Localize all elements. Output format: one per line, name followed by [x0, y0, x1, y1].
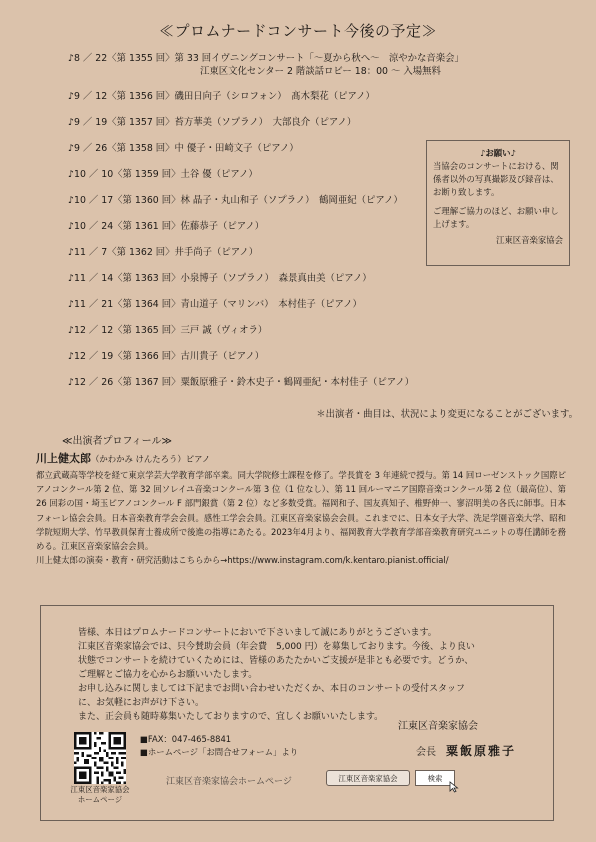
qr-code-icon[interactable]: [74, 732, 126, 784]
bio-text: 都立武蔵高等学校を経て東京学芸大学教育学部卒業。同大学院修士課程を修了。学長賞を 3 年連続で授与。第 14 回ローゼンストック国際ピアノコンクール第 2 位、第 32 回ソレイユ音楽コンクール第 3 位（1 位なし）、第 11 回ルーマニア国際音楽コンクール第 2 位（最高位）、第 26 回彩の国・埼玉ピアノコンクール F 部門銀賞（第 2 位）など多数受賞。福岡和子、国友真知子、椎野伸一、寥沼明美の各氏に師事。日本フォーレ協会会員。日本音楽教育学会会員。感性工学会会員。江東区音楽家協会会員。これまでに、日本女子大学、洗足学園音楽大学、昭和学院短期大学、竹早教員保育士養成所で後進の指導にあたる。2023年4月より、福岡教育大学教育学部音楽教育研究ユニットの専任講師を務める。江東区音楽家協会会員。: [36, 470, 566, 552]
notice-body: 当協会のコンサートにおける、関係者以外の写真撮影及び録音は、お断り致します。: [433, 161, 559, 197]
search-input[interactable]: 江東区音楽家協会: [326, 770, 410, 786]
schedule-item: ♪9 ／ 12〈第 1356 回〉磯田日向子（シロフォン） 髙木梨花（ピアノ）: [68, 91, 375, 102]
greeting-line: ご理解とご協力を心からお願いいたします。: [78, 670, 258, 680]
signature-role: 会長: [416, 747, 436, 758]
performer-bio: [36, 468, 566, 567]
page-title: ≪プロムナードコンサート今後の予定≫: [158, 22, 438, 40]
notice-org: 江東区音楽家協会: [496, 235, 563, 245]
schedule-item: ♪12 ／ 19〈第 1366 回〉古川貴子（ピアノ）: [68, 351, 265, 362]
signature-name: 粟飯原雅子: [446, 744, 517, 758]
contact-info: [140, 733, 298, 759]
schedule-item: ♪12 ／ 12〈第 1365 回〉三戸 誠（ヴィオラ）: [68, 325, 268, 336]
schedule-item: [68, 52, 538, 78]
schedule-item: ♪10 ／ 24〈第 1361 回〉佐藤恭子（ピアノ）: [68, 221, 265, 232]
greeting-line: 江東区音楽家協会では、只今賛助会員（年会費 5,000 円）を募集しております。今後、より良い: [78, 642, 475, 652]
performer-kana: （かわかみ けんたろう）ピアノ: [91, 454, 211, 464]
schedule-item: ♪10 ／ 10〈第 1359 回〉土谷 優（ピアノ）: [68, 169, 258, 180]
signature: [416, 742, 516, 759]
schedule-venue: 江東区文化センター 2 階談話ロビー 18：00 ～ 入場無料: [200, 66, 441, 77]
greeting-line: お申し込みに関しましては下記までお問い合わせいただくか、本日のコンサートの受付スタッフ: [78, 684, 466, 694]
qr-caption-line: 江東区音楽家協会: [70, 785, 130, 794]
schedule-item: ♪9 ／ 26〈第 1358 回〉中 優子・田崎文子（ピアノ）: [68, 143, 299, 154]
notice-body-2: ご理解ご協力のほど、お願い申し上げます。: [433, 206, 559, 229]
pointer-cursor-icon: [449, 781, 459, 795]
photo-notice-box: [426, 140, 570, 266]
schedule-item: ♪10 ／ 17〈第 1360 回〉林 晶子・丸山和子（ソプラノ） 鶴岡亜紀（ピアノ）: [68, 195, 403, 206]
change-note: ＊出演者・曲目は、状況により変更になることがございます。: [316, 409, 578, 420]
search-button[interactable]: 検索: [415, 770, 455, 786]
schedule-line: ♪8 ／ 22〈第 1355 回〉第 33 回イヴニングコンサート「～夏から秋へ～ 涼やかな音楽会」: [68, 53, 464, 64]
greeting-text: [78, 626, 530, 724]
profile-heading: ≪出演者プロフィール≫: [62, 436, 172, 447]
notice-heading: ♪お願い♪: [480, 148, 516, 158]
schedule-item: ♪11 ／ 14〈第 1363 回〉小泉博子（ソプラノ） 森景真由美（ピアノ）: [68, 273, 372, 284]
greeting-line: 皆様、本日はプロムナードコンサートにおいで下さいまして誠にありがとうございます。: [78, 628, 437, 638]
schedule-item: ♪11 ／ 21〈第 1364 回〉青山道子（マリンバ） 本村佳子（ピアノ）: [68, 299, 362, 310]
greeting-line: 状態でコンサートを続けていくためには、皆様のあたたかいご支援が是非とも必要です。どうか、: [78, 656, 474, 666]
schedule-item: ♪9 ／ 19〈第 1357 回〉苔方華美（ソプラノ） 大部良介（ピアノ）: [68, 117, 357, 128]
homepage-contact: ■ホームページ「お問合せフォーム」より: [140, 747, 299, 757]
schedule-item: ♪12 ／ 26〈第 1367 回〉粟飯原雅子・鈴木史子・鶴岡亜紀・本村佳子（ピアノ）: [68, 377, 415, 388]
schedule-item: ♪11 ／ 7〈第 1362 回〉井手尚子（ピアノ）: [68, 247, 259, 258]
qr-caption-line: ホームページ: [77, 795, 123, 804]
homepage-label: 江東区音楽家協会ホームページ: [166, 777, 292, 787]
performer-name-line: [36, 450, 210, 466]
fax-number: ■FAX：047‐465‐8841: [140, 734, 232, 744]
performer-name: 川上健太郎: [36, 452, 91, 465]
qr-caption: [60, 785, 140, 805]
bio-link: 川上健太郎の演奏・教育・研究活動はこちらから→https://www.instagram.com/k.kentaro.pianist.official/: [36, 555, 449, 566]
greeting-line: また、正会員も随時募集いたしておりますので、宜しくお願いいたします。: [78, 712, 384, 722]
greeting-line: に、お気軽にお声がけ下さい。: [78, 698, 205, 708]
signature-org: 江東区音楽家協会: [398, 721, 478, 732]
